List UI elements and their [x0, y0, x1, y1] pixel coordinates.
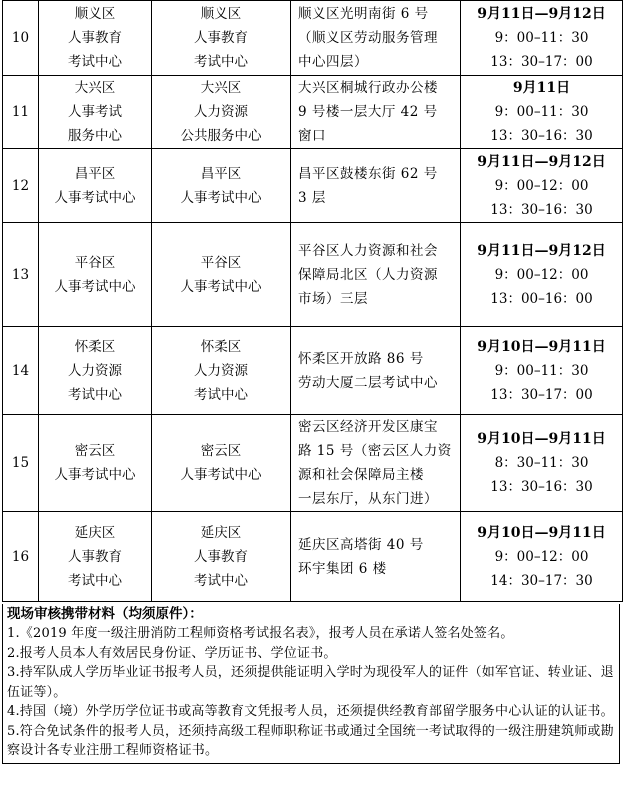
address-cell	[291, 327, 461, 415]
cell-line: 密云区	[74, 443, 116, 459]
cell-line: 服务中心	[68, 128, 122, 144]
cell-line: 考试中心	[194, 54, 248, 70]
note-item: 4.持国（境）外学历学位证书或高等教育文凭报考人员，还须提供经教育部留学服务中心认证的认证书。	[7, 704, 614, 719]
cell-line: 平谷区	[200, 254, 242, 271]
row-number: 15	[3, 415, 39, 512]
table-row	[3, 223, 623, 327]
note-item: 2.报考人员本人有效居民身份证、学历证书、学位证书。	[7, 645, 337, 661]
table-row	[3, 415, 623, 512]
cell-line: 13：00–16：00	[490, 290, 593, 307]
address-cell	[291, 76, 461, 149]
cell-line: 大兴区	[74, 80, 116, 96]
cell-line: 9：00–12：00	[494, 177, 589, 194]
cell-line: 9：00–12：00	[494, 266, 589, 283]
site-cell	[152, 415, 291, 512]
time-cell	[461, 415, 623, 512]
cell-line: 大兴区	[200, 80, 242, 96]
cell-line: 劳动大厦二层考试中心	[298, 374, 438, 391]
table-row	[3, 76, 623, 149]
cell-line: 人事考试中心	[180, 278, 262, 295]
cell-line: 人力资源	[68, 362, 122, 379]
site-cell	[152, 223, 291, 327]
cell-line: 人事教育	[194, 30, 248, 46]
cell-line: 密云区	[200, 443, 242, 459]
cell-line: 顺义区光明南街 6 号	[298, 6, 429, 22]
cell-line: 延庆区	[200, 524, 242, 541]
cell-line: 窗口	[298, 128, 326, 144]
time-cell	[461, 327, 623, 415]
table-row	[3, 327, 623, 415]
cell-line: 公共服务中心	[180, 128, 262, 144]
site-cell	[152, 327, 291, 415]
cell-line: 怀柔区开放路 86 号	[298, 350, 424, 367]
cell-line: 13：30–17：00	[490, 54, 593, 70]
cell-line: 保障局北区（人力资源	[298, 266, 438, 283]
row-number: 12	[3, 149, 39, 223]
department-cell	[39, 327, 152, 415]
cell-line: 中心四层）	[298, 54, 368, 70]
site-cell	[152, 1, 291, 76]
cell-line: 考试中心	[68, 386, 122, 403]
date-range: 9月11日—9月12日	[477, 153, 606, 170]
cell-line: 人事考试中心	[54, 467, 136, 483]
cell-line: 一层东厅，从东门进）	[298, 491, 438, 507]
cell-line: 13：30–17：00	[490, 386, 593, 403]
cell-line: 考试中心	[68, 54, 122, 70]
cell-line: 顺义区	[74, 6, 116, 22]
cell-line: 14：30–17：30	[490, 572, 593, 589]
address-cell	[291, 1, 461, 76]
notes-list	[7, 624, 615, 761]
address-cell	[291, 223, 461, 327]
date-range: 9月11日—9月12日	[477, 6, 606, 22]
cell-line: 密云区经济开发区康宝	[298, 419, 438, 435]
address-cell	[291, 512, 461, 602]
row-number: 10	[3, 1, 39, 76]
row-number: 16	[3, 512, 39, 602]
cell-line: 怀柔区	[74, 338, 116, 355]
table-row	[3, 149, 623, 223]
cell-line: 延庆区高塔街 40 号	[298, 536, 424, 553]
cell-line: 平谷区	[74, 254, 116, 271]
cell-line: 人事教育	[68, 30, 122, 46]
department-cell	[39, 76, 152, 149]
cell-line: 怀柔区	[200, 338, 242, 355]
table-row	[3, 512, 623, 602]
cell-line: 延庆区	[74, 524, 116, 541]
cell-line: 人力资源	[194, 362, 248, 379]
date-range: 9月11日—9月12日	[477, 242, 606, 259]
department-cell	[39, 512, 152, 602]
cell-line: 昌平区	[200, 165, 242, 182]
department-cell	[39, 1, 152, 76]
cell-line: 考试中心	[194, 386, 248, 403]
cell-line: 大兴区桐城行政办公楼	[298, 80, 438, 96]
notes-title: 现场审核携带材料（均须原件）：	[7, 606, 203, 622]
date-range: 9月10日—9月11日	[477, 524, 606, 541]
department-cell	[39, 149, 152, 223]
cell-line: 9：00–11：30	[494, 104, 589, 120]
cell-line: 13：30–16：30	[490, 128, 593, 144]
cell-line: 8：30–11：30	[494, 455, 589, 471]
registration-sites-table	[2, 0, 623, 602]
row-number: 11	[3, 76, 39, 149]
row-number: 14	[3, 327, 39, 415]
time-cell	[461, 1, 623, 76]
cell-line: 人事教育	[68, 548, 122, 565]
cell-line: 环宇集团 6 楼	[298, 560, 387, 577]
department-cell	[39, 415, 152, 512]
site-cell	[152, 512, 291, 602]
date-range: 9月11日	[512, 80, 571, 96]
table-row	[3, 1, 623, 76]
cell-line: 平谷区人力资源和社会	[298, 242, 438, 259]
time-cell	[461, 223, 623, 327]
cell-line: 人事教育	[194, 548, 248, 565]
cell-line: 顺义区	[200, 6, 242, 22]
time-cell	[461, 76, 623, 149]
address-cell	[291, 149, 461, 223]
materials-notes	[2, 604, 620, 764]
cell-line: 人事考试	[68, 104, 122, 120]
cell-line: 人事考试中心	[180, 467, 262, 483]
note-item: 5.符合免试条件的报考人员，还须持高级工程师职称证书或通过全国统一考试取得的一级注册建筑师或勘察设计各专业注册工程师资格证书。	[7, 723, 614, 758]
note-item: 1.《2019 年度一级注册消防工程师资格考试报名表》，报考人员在承诺人签名处签名。	[7, 626, 514, 641]
cell-line: 13：30–16：30	[490, 201, 593, 218]
cell-line: 3 层	[298, 189, 326, 206]
time-cell	[461, 512, 623, 602]
cell-line: 9：00–11：30	[494, 362, 589, 379]
cell-line: 9 号楼一层大厅 42 号	[298, 104, 438, 120]
cell-line: 路 15 号（密云区人力资	[298, 443, 452, 459]
row-number: 13	[3, 223, 39, 327]
cell-line: 9：00–12：00	[494, 548, 589, 565]
cell-line: 昌平区鼓楼东街 62 号	[298, 165, 438, 182]
cell-line: 13：30–16：30	[490, 479, 593, 495]
cell-line: 考试中心	[68, 572, 122, 589]
time-cell	[461, 149, 623, 223]
document-page	[2, 0, 622, 764]
address-cell	[291, 415, 461, 512]
cell-line: 人事考试中心	[54, 189, 136, 206]
cell-line: 人事考试中心	[180, 189, 262, 206]
cell-line: 市场）三层	[298, 290, 368, 307]
cell-line: 人力资源	[194, 104, 248, 120]
department-cell	[39, 223, 152, 327]
date-range: 9月10日—9月11日	[477, 431, 606, 447]
site-cell	[152, 149, 291, 223]
cell-line: 考试中心	[194, 572, 248, 589]
cell-line: （顺义区劳动服务管理	[298, 30, 438, 46]
date-range: 9月10日—9月11日	[477, 338, 606, 355]
cell-line: 源和社会保障局主楼	[298, 467, 424, 483]
note-item: 3.持军队成人学历毕业证书报考人员，还须提供能证明入学时为现役军人的证件（如军官证、转业证、退伍证等）。	[7, 665, 614, 700]
cell-line: 人事考试中心	[54, 278, 136, 295]
cell-line: 9：00–11：30	[494, 30, 589, 46]
site-cell	[152, 76, 291, 149]
cell-line: 昌平区	[74, 165, 116, 182]
